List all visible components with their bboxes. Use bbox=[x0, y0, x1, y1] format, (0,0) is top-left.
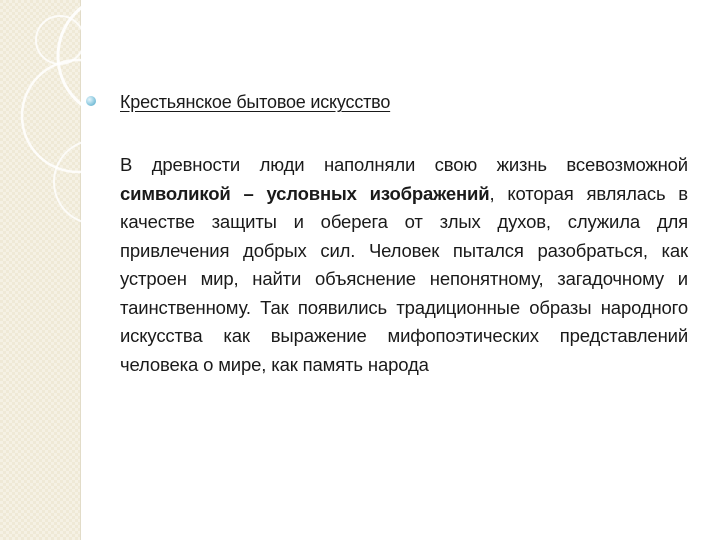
slide-title: Крестьянское бытовое искусство bbox=[120, 92, 391, 112]
paragraph-text-part2: , которая являлась в качестве защиты и оберега от злых духов, служила для привлечения добрых сил. Человек пытался разобраться, как устроен мир, найти объяснение непонятному, загадочному и таинственному. Так появились традиционные образы народного искусства как выражение мифопоэтических представлений человека о мире, как память народа bbox=[120, 182, 688, 375]
paragraph-text-part1: В древности люди наполняли свою жизнь всевозможной bbox=[120, 154, 688, 175]
bullet-orb-icon bbox=[86, 96, 96, 106]
paragraph-bold-text: символикой – условных изображений bbox=[120, 182, 490, 204]
slide-content bbox=[120, 92, 688, 379]
slide-paragraph bbox=[120, 151, 688, 379]
